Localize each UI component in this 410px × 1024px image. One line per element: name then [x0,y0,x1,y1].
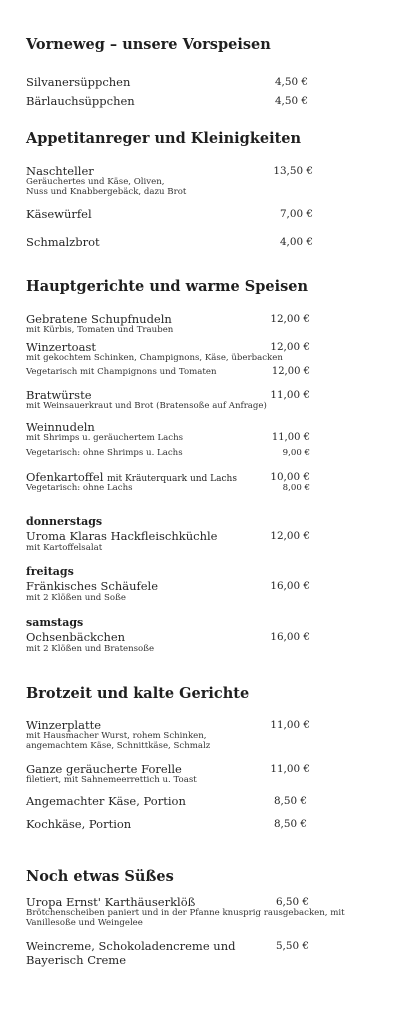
section-title-brotzeit: Brotzeit und kalte Gerichte [26,685,250,702]
item-inline-description: mit Kräuterquark und Lachs [107,474,237,484]
item-price: 12,00 € [270,341,310,353]
item-name: Bratwürste [26,388,92,402]
item-variant-price: 8,00 € [282,483,310,493]
item-name: Winzertoast [26,340,96,354]
item-variant: Vegetarisch: ohne Lachs [26,483,133,493]
item-price: 16,00 € [270,631,310,643]
item-variant-price: 12,00 € [271,366,310,377]
item-description: mit 2 Klößen und Soße [26,593,126,603]
item-name: Käsewürfel [26,207,92,221]
item-name: Angemachter Käse, Portion [26,794,186,808]
item-price: 11,00 € [270,719,310,731]
item-description: Geräuchertes und Käse, Oliven, [26,177,165,187]
item-description: mit Weinsauerkraut und Brot (Bratensoße auf Anfrage) [26,401,267,411]
item-name: Silvanersüppchen [26,75,131,89]
item-variant-price: 9,00 € [282,448,310,458]
item-description: mit Hausmacher Wurst, rohem Schinken, [26,731,207,741]
item-price: 12,00 € [270,313,310,325]
item-price: 7,00 € [279,208,313,220]
item-price: 8,50 € [273,818,307,830]
item-name: Naschteller [26,164,94,178]
item-name: Ofenkartoffel [26,470,104,484]
item-name: Fränkisches Schäufele [26,579,159,593]
item-price: 16,00 € [270,580,310,592]
item-price: 11,00 € [270,389,310,401]
item-price: 10,00 € [270,471,310,483]
item-description: filetiert, mit Sahnemeerrettich u. Toast [26,775,197,785]
item-description: Brötchenscheiben paniert und in der Pfanne knusprig rausgebacken, mit [26,908,345,918]
item-name: Ganze geräucherte Forelle [26,762,182,776]
item-name: Schmalzbrot [26,235,100,249]
item-name: Winzerplatte [26,718,102,732]
item-name: Uroma Klaras Hackfleischküchle [26,529,218,543]
item-name-line2: Bayerisch Creme [26,953,127,967]
item-description: mit Kartoffelsalat [26,543,103,553]
item-price: 8,50 € [273,795,307,807]
item-description: mit Kürbis, Tomaten und Trauben [26,325,174,335]
item-description: Vanillesoße und Weingelee [26,918,143,928]
item-price: 13,50 € [273,165,313,177]
day-label: freitags [26,565,74,578]
item-price: 4,50 € [274,95,308,107]
item-name: Ochsenbäckchen [26,630,126,644]
item-price: 11,00 € [270,763,310,775]
section-title-kleinigkeiten: Appetitanreger und Kleinigkeiten [26,130,302,147]
item-description: mit Shrimps u. geräuchertem Lachs [26,433,184,443]
item-price: 5,50 € [275,940,309,952]
day-label: samstags [26,616,84,629]
item-description: Nuss und Knabbergebäck, dazu Brot [26,187,187,197]
item-price: 4,00 € [279,236,313,248]
item-name: Kochkäse, Portion [26,817,132,831]
day-label: donnerstags [26,515,103,528]
item-price: 12,00 € [270,530,310,542]
item-description: angemachtem Käse, Schnittkäse, Schmalz [26,741,211,751]
item-description-price: 11,00 € [271,432,310,443]
item-name: Weinnudeln [26,420,95,434]
item-name: Weincreme, Schokoladencreme und [26,939,236,953]
item-name: Bärlauchsüppchen [26,94,135,108]
item-price: 4,50 € [274,76,308,88]
item-variant: Vegetarisch: ohne Shrimps u. Lachs [26,448,183,458]
item-name: Gebratene Schupfnudeln [26,312,172,326]
item-variant: Vegetarisch mit Champignons und Tomaten [26,367,217,377]
item-name: Uropa Ernst' Karthäuserklöß [26,895,196,909]
item-price: 6,50 € [275,896,309,908]
item-description: mit gekochtem Schinken, Champignons, Käse, überbacken [26,353,283,363]
section-title-vorspeisen: Vorneweg – unsere Vorspeisen [26,36,271,53]
item-description: mit 2 Klößen und Bratensoße [26,644,155,654]
section-title-suesses: Noch etwas Süßes [26,868,174,885]
section-title-hauptgerichte: Hauptgerichte und warme Speisen [26,278,309,295]
